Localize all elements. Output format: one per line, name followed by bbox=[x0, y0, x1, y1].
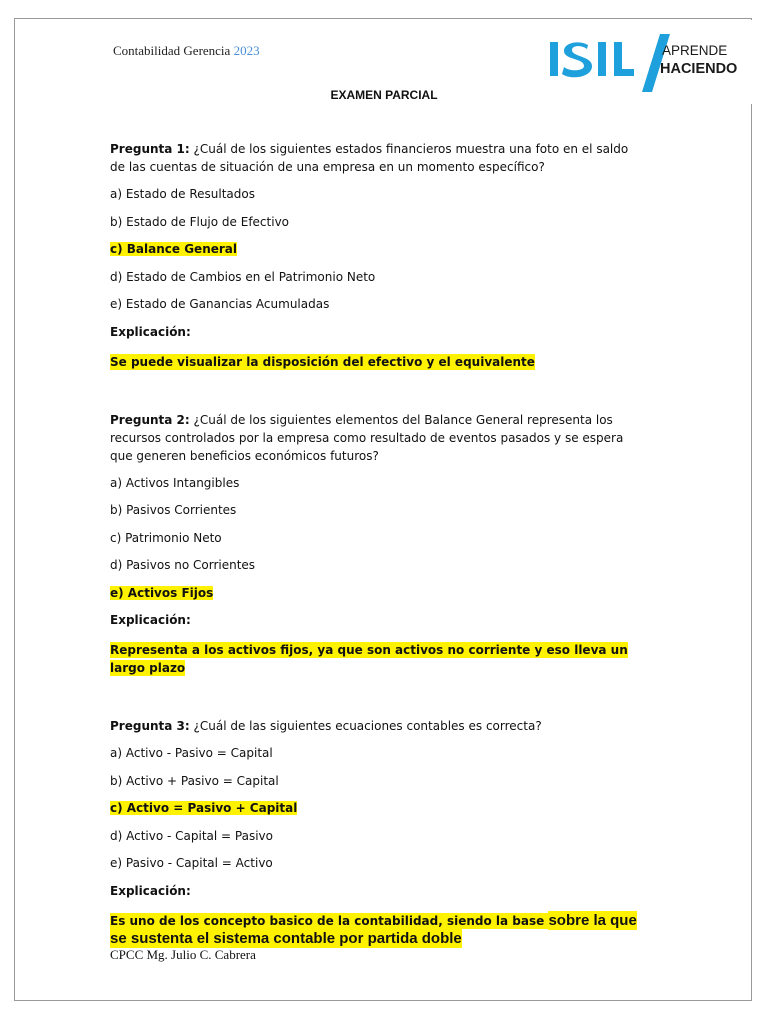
option-b: b) Estado de Flujo de Efectivo bbox=[110, 214, 290, 229]
option-a: a) Activos Intangibles bbox=[110, 475, 240, 490]
explanation-text-large: sobre la que se sustenta el sistema contable por partida doble bbox=[110, 911, 637, 947]
question-2 bbox=[110, 411, 640, 678]
option-c: c) Patrimonio Neto bbox=[110, 530, 222, 545]
question-stem bbox=[110, 411, 640, 465]
option-c-correct: c) Balance General bbox=[110, 242, 238, 256]
option-b: b) Pasivos Corrientes bbox=[110, 503, 237, 517]
option-a: a) Activo - Pasivo = Capital bbox=[110, 746, 273, 760]
explanation-label: Explicación: bbox=[110, 883, 191, 898]
logo-tagline-2: HACIENDO bbox=[660, 61, 738, 77]
isil-logo-graphic bbox=[548, 30, 748, 94]
explanation-label: Explicación: bbox=[110, 324, 191, 339]
explanation-label: Explicación: bbox=[110, 613, 191, 627]
option-a: a) Estado de Resultados bbox=[110, 187, 255, 201]
option-d: d) Estado de Cambios en el Patrimonio Neto bbox=[110, 269, 376, 284]
logo-tagline-1: APRENDE bbox=[662, 43, 728, 58]
option-c-correct: c) Activo = Pasivo + Capital bbox=[110, 801, 298, 815]
question-label: Pregunta 2: bbox=[110, 412, 190, 427]
question-text: ¿Cuál de los siguientes elementos del Balance General representa los recursos controlados por la empresa como resultado de eventos pasados y se espera que generen beneficios económicos futuros? bbox=[110, 412, 624, 463]
explanation-text: Representa a los activos fijos, ya que son activos no corriente y eso lleva un largo plazo bbox=[110, 643, 628, 675]
question-stem bbox=[110, 717, 640, 735]
exam-content bbox=[110, 140, 640, 960]
option-e: e) Estado de Ganancias Acumuladas bbox=[110, 297, 330, 311]
exam-title: EXAMEN PARCIAL bbox=[330, 88, 438, 102]
option-e-correct: e) Activos Fijos bbox=[110, 585, 214, 600]
question-1 bbox=[110, 140, 640, 371]
question-text: ¿Cuál de las siguientes ecuaciones contables es correcta? bbox=[193, 719, 542, 733]
option-b: b) Activo + Pasivo = Capital bbox=[110, 773, 279, 788]
question-label: Pregunta 3: bbox=[110, 719, 190, 733]
option-e: e) Pasivo - Capital = Activo bbox=[110, 856, 273, 870]
question-label: Pregunta 1: bbox=[110, 142, 190, 156]
question-stem bbox=[110, 140, 640, 176]
course-name: Contabilidad Gerencia bbox=[113, 43, 231, 58]
option-d: d) Activo - Capital = Pasivo bbox=[110, 828, 273, 843]
course-year: 2023 bbox=[233, 43, 260, 58]
option-d: d) Pasivos no Corrientes bbox=[110, 558, 256, 572]
explanation-text: Es uno de los concepto basico de la contabilidad, siendo la base sobre la que se sustenta el sistema contable por partida doble bbox=[110, 911, 637, 947]
question-3 bbox=[110, 717, 640, 948]
question-text: ¿Cuál de los siguientes estados financieros muestra una foto en el saldo de las cuentas de situación de una empresa en un momento específico? bbox=[110, 142, 629, 174]
document-header bbox=[113, 43, 260, 59]
explanation-text: Se puede visualizar la disposición del efectivo y el equivalente bbox=[110, 354, 535, 369]
signature: CPCC Mg. Julio C. Cabrera bbox=[110, 947, 256, 962]
